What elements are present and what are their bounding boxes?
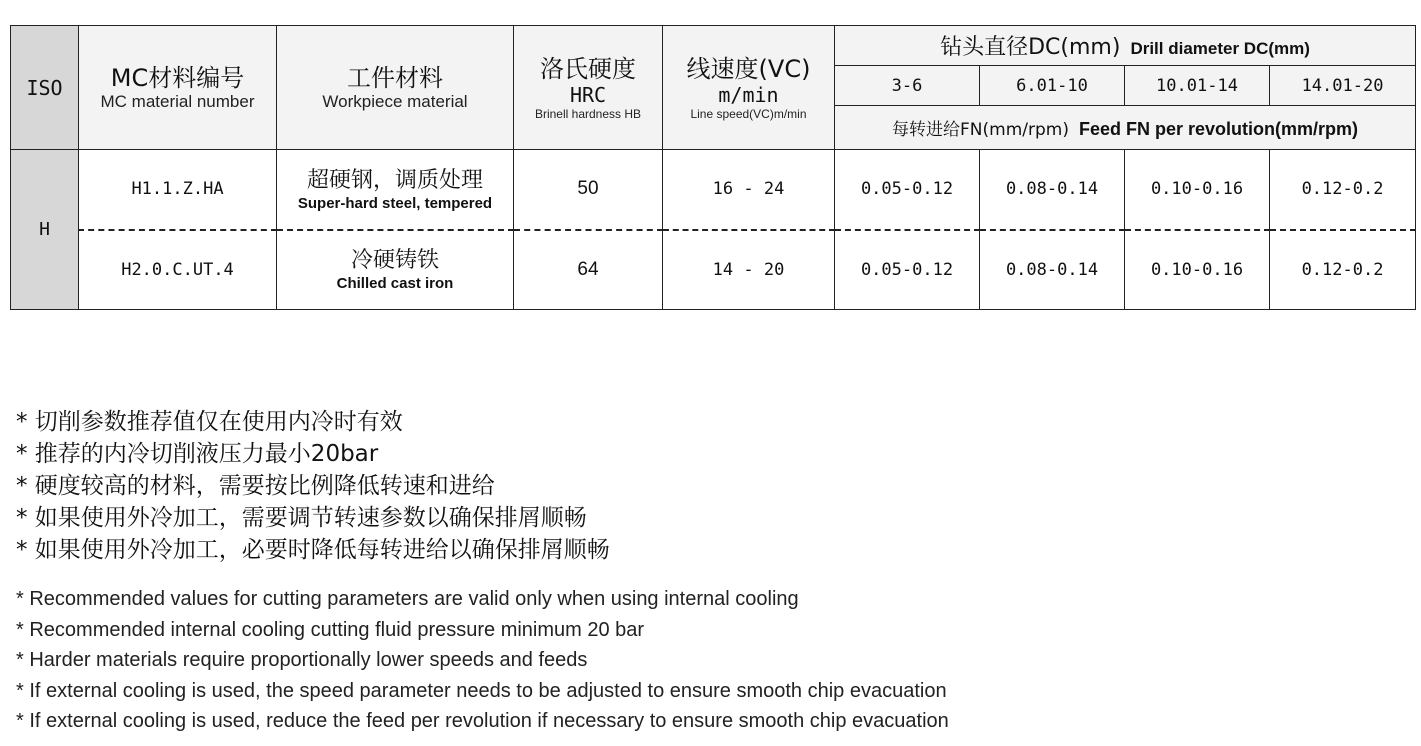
mc-number-cell: H2.0.C.UT.4 xyxy=(79,230,277,310)
cutting-parameters-table xyxy=(10,25,1416,310)
feed-cell: 0.12-0.2 xyxy=(1270,150,1416,230)
mc-header: MC材料编号 MC material number xyxy=(79,26,277,150)
table-row xyxy=(11,230,1416,310)
feed-cell: 0.10-0.16 xyxy=(1125,230,1270,310)
feed-cell: 0.05-0.12 xyxy=(835,230,980,310)
note-cn: * 硬度较高的材料，需要按比例降低转速和进给 xyxy=(16,473,495,499)
workpiece-header: 工件材料 Workpiece material xyxy=(277,26,514,150)
note-en: * Recommended values for cutting parameters are valid only when using internal cooling xyxy=(16,588,799,610)
note-en: * Harder materials require proportionally lower speeds and feeds xyxy=(16,649,588,671)
note-en: * If external cooling is used, the speed parameter needs to be adjusted to ensure smooth chip evacuation xyxy=(16,679,947,702)
note-cn: * 推荐的内冷切削液压力最小20bar xyxy=(16,441,379,467)
notes-chinese xyxy=(16,406,610,566)
drill-diameter-header: 钻头直径DC(mm) Drill diameter DC(mm) xyxy=(835,26,1416,66)
hardness-cell: 50 xyxy=(514,150,663,230)
diameter-range: 6.01-10 xyxy=(980,66,1125,106)
material-cell: 超硬钢，调质处理 Super-hard steel, tempered xyxy=(277,150,514,230)
note-cn: * 如果使用外冷加工，必要时降低每转进给以确保排屑顺畅 xyxy=(16,537,610,563)
note-cn: * 切削参数推荐值仅在使用内冷时有效 xyxy=(16,409,403,435)
speed-cell: 14 - 20 xyxy=(663,230,835,310)
note-en: * If external cooling is used, reduce the feed per revolution if necessary to ensure smooth chip evacuation xyxy=(16,710,949,732)
diameter-range: 14.01-20 xyxy=(1270,66,1416,106)
hardness-header: 洛氏硬度 HRC Brinell hardness HB xyxy=(514,26,663,150)
iso-header: ISO xyxy=(11,26,79,150)
material-cell: 冷硬铸铁 Chilled cast iron xyxy=(277,230,514,310)
diameter-range: 10.01-14 xyxy=(1125,66,1270,106)
diameter-range: 3-6 xyxy=(835,66,980,106)
hardness-cell: 64 xyxy=(514,230,663,310)
notes-english xyxy=(16,584,949,737)
note-cn: * 如果使用外冷加工，需要调节转速参数以确保排屑顺畅 xyxy=(16,505,587,531)
feed-cell: 0.12-0.2 xyxy=(1270,230,1416,310)
feed-cell: 0.08-0.14 xyxy=(980,150,1125,230)
table-row xyxy=(11,150,1416,230)
feed-cell: 0.05-0.12 xyxy=(835,150,980,230)
note-en: * Recommended internal cooling cutting fluid pressure minimum 20 bar xyxy=(16,618,645,641)
speed-header: 线速度(VC) m/min Line speed(VC)m/min xyxy=(663,26,835,150)
feed-cell: 0.10-0.16 xyxy=(1125,150,1270,230)
feed-header: 每转进给FN(mm/rpm) Feed FN per revolution(mm/rpm) xyxy=(835,106,1416,150)
feed-cell: 0.08-0.14 xyxy=(980,230,1125,310)
mc-number-cell: H1.1.Z.HA xyxy=(79,150,277,230)
iso-group-cell: H xyxy=(11,150,79,310)
speed-cell: 16 - 24 xyxy=(663,150,835,230)
